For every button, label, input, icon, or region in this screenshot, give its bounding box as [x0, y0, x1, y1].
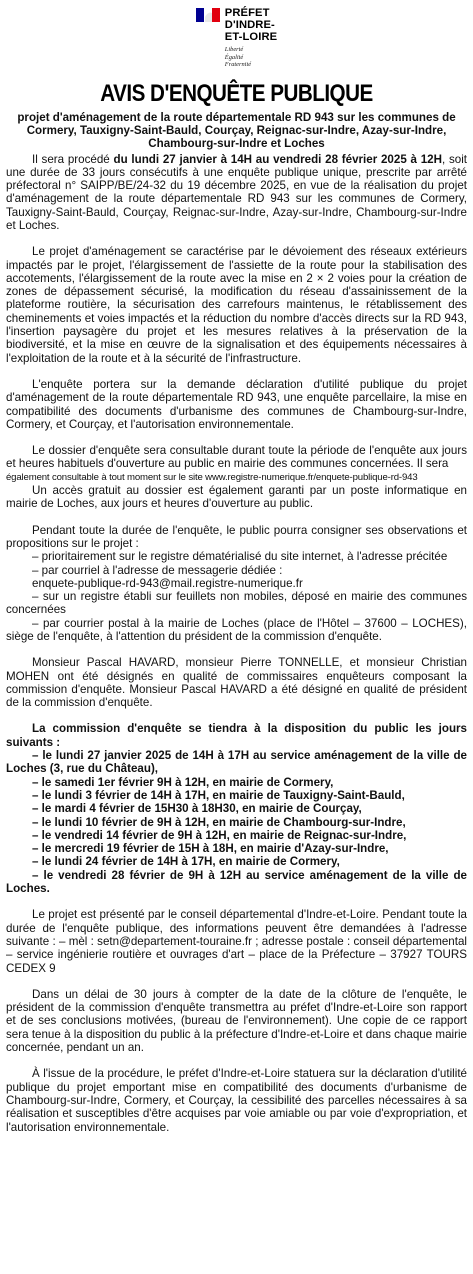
observation-item: – par courrier postal à la mairie de Loches (place de l'Hôtel – 37600 – LOCHES), siège de l'enquête, à l'attention du président de la commission d'enquête. — [6, 616, 467, 643]
consultation-free-access: Un accès gratuit au dossier est également garanti par un poste informatique en mairie de Loches, aux jours et heures d'ouverture au public. — [6, 484, 467, 511]
permanence-item: – le lundi 24 février de 14H à 17H, en mairie de Cormery, — [32, 855, 340, 869]
dates-details: , soit une durée de 33 jours consécutifs à une enquête publique unique, prescrite par arrêté préfectoral n° SAIPP/BE/24-32 du 19 décembre 2025, en vue de la réalisation du projet d'aménagement de la route départementale RD 943 sur les communes de Cormery, Tauxigny-Saint-Bauld, Courçay, Reignac-sur-Indre, Azay-sur-Indre, Chambourg-sur-Indre et Loches. — [6, 152, 467, 232]
paragraph-enquiry-scope: L'enquête portera sur la demande déclaration d'utilité publique du projet d'aménagement de la route départementale RD 943, une enquête parcellaire, la mise en compatibilité des documents d'urbanisme des communes de Chambourg-sur-Indre, Cormery, et Courçay, et l'autorisation environnementale. — [6, 377, 467, 431]
paragraph-observations: Pendant toute la durée de l'enquête, le public pourra consigner ses observations et propositions sur le projet : — [6, 523, 467, 550]
paragraph-decision: À l'issue de la procédure, le préfet d'Indre-et-Loire statuera sur la déclaration d'utilité publique du projet emportant mise en compatibilité des documents d'urbanisme de Chambourg-sur-Indre, Cormery, et Courçay, la cessibilité des parcelles nécessaires à sa réalisation et susceptibles d'être acquises par voie amiable ou par voie d'expropriation, et l'autorisation environnementale. — [6, 1067, 467, 1134]
consultation-website: également consultable à tout moment sur le site www.registre-numerique.fr/enquete-publique-rd-943 — [6, 471, 418, 483]
paragraph-permanences: La commission d'enquête se tiendra à la disposition du public les jours suivants : — [6, 722, 467, 749]
permanence-item: – le mardi 4 février de 15H30 à 18H30, en mairie de Courçay, — [32, 802, 362, 816]
paragraph-consultation: Le dossier d'enquête sera consultable durant toute la période de l'enquête aux jours et heures habituels d'ouverture au public en mairie des communes concernées. Il sera — [6, 444, 467, 471]
paragraph-commissioners: Monsieur Pascal HAVARD, monsieur Pierre TONNELLE, et monsieur Christian MOHEN ont été désignés en qualité de commissaires enquêteurs composant la commission d'enquête. Monsieur Pascal HAVARD a été désigné en qualité de président de la commission d'enquête. — [6, 656, 467, 710]
permanence-item: – le vendredi 14 février de 9H à 12H, en mairie de Reignac-sur-Indre, — [32, 828, 407, 842]
permanence-item: – le lundi 3 février de 14H à 17H, en mairie de Tauxigny-Saint-Bauld, — [32, 788, 405, 802]
motto-fraternite: Fraternité — [224, 61, 252, 69]
paragraph-project-description: Le projet d'aménagement se caractérise par le dévoiement des réseaux extérieurs impactés par le projet, l'élargissement de l'assiette de la route pour la stabilisation des accotements, l'élargissement de la route avec la mise en 2 × 2 voies pour la création de zones de dépassement sécurisé, la modification du réseau d'assainissement de la plateforme routière, la sécurisation des carrefours maintenus, le rétablissement des cheminements et voies impactés et la réduction du nombre d'accès directs sur la RD 943, l'insertion paysagère du projet et les mesures relatives à la préservation de la biodiversité, et la mise en œuvre de la signalisation et des équipements nécessaires à l'exploitation de la route et à la sécurité de l'infrastructure. — [6, 245, 467, 365]
motto-egalite: Égalité — [224, 53, 244, 61]
prefecture-logo — [6, 8, 467, 69]
marianne-flag-icon — [196, 8, 220, 22]
republic-motto — [225, 46, 277, 68]
permanence-item: – le lundi 10 février de 9H à 12H, en mairie de Chambourg-sur-Indre, — [32, 815, 406, 829]
permanence-item: – le vendredi 28 février de 9H à 12H au service aménagement de la ville de Loches. — [6, 868, 467, 896]
permanence-item: – le samedi 1er février 9H à 12H, en mairie de Cormery, — [32, 775, 334, 789]
dates-intro: Il sera procédé — [32, 152, 114, 166]
prefecture-name: PRÉFET D'INDRE- ET-LOIRE — [224, 7, 278, 43]
permanence-item: – le mercredi 19 février de 15H à 18H, en mairie d'Azay-sur-Indre, — [32, 842, 389, 856]
observation-item: – par courriel à l'adresse de messagerie dédiée : — [32, 563, 283, 577]
paragraph-contact: Le projet est présenté par le conseil départemental d'Indre-et-Loire. Pendant toute la durée de l'enquête publique, des informations peuvent être demandées à l'adresse suivante : – mèl : setn@departement-touraine.fr ; adresse postale : conseil départemental – service ingénierie routière et ouvrages d'art – place de la Préfecture – 37927 TOURS CEDEX 9 — [6, 908, 467, 975]
observation-item: – prioritairement sur le registre dématérialisé du site internet, à l'adresse précitée — [32, 550, 448, 564]
observation-item: – sur un registre établi sur feuillets non mobiles, déposé en mairie des communes concernées — [6, 590, 467, 617]
dates-range: du lundi 27 janvier à 14H au vendredi 28 février 2025 à 12H — [113, 152, 442, 166]
motto-liberte: Liberté — [224, 46, 244, 54]
observation-email: enquete-publique-rd-943@mail.registre-numerique.fr — [32, 576, 303, 590]
paragraph-report: Dans un délai de 30 jours à compter de la date de la clôture de l'enquête, le président de la commission d'enquête transmettra au préfet d'Indre-et-Loire son rapport et de ses conclusions motivées, (bureau de l'environnement). Une copie de ce rapport sera tenue à la disposition du public à la préfecture d'Indre-et-Loire et dans chaque mairie concernée, pendant un an. — [6, 987, 467, 1055]
paragraph-dates — [6, 153, 467, 233]
project-subject: projet d'aménagement de la route départementale RD 943 sur les communes de Cormery, Tauxigny-Saint-Bauld, Courçay, Reignac-sur-Indre, Azay-sur-Indre, Chambourg-sur-Indre et Loches — [17, 110, 456, 151]
permanence-item: – le lundi 27 janvier 2025 de 14H à 17H au service aménagement de la ville de Loches (3, rue du Château), — [6, 749, 467, 776]
notice-title: AVIS D'ENQUÊTE PUBLIQUE — [100, 79, 373, 107]
